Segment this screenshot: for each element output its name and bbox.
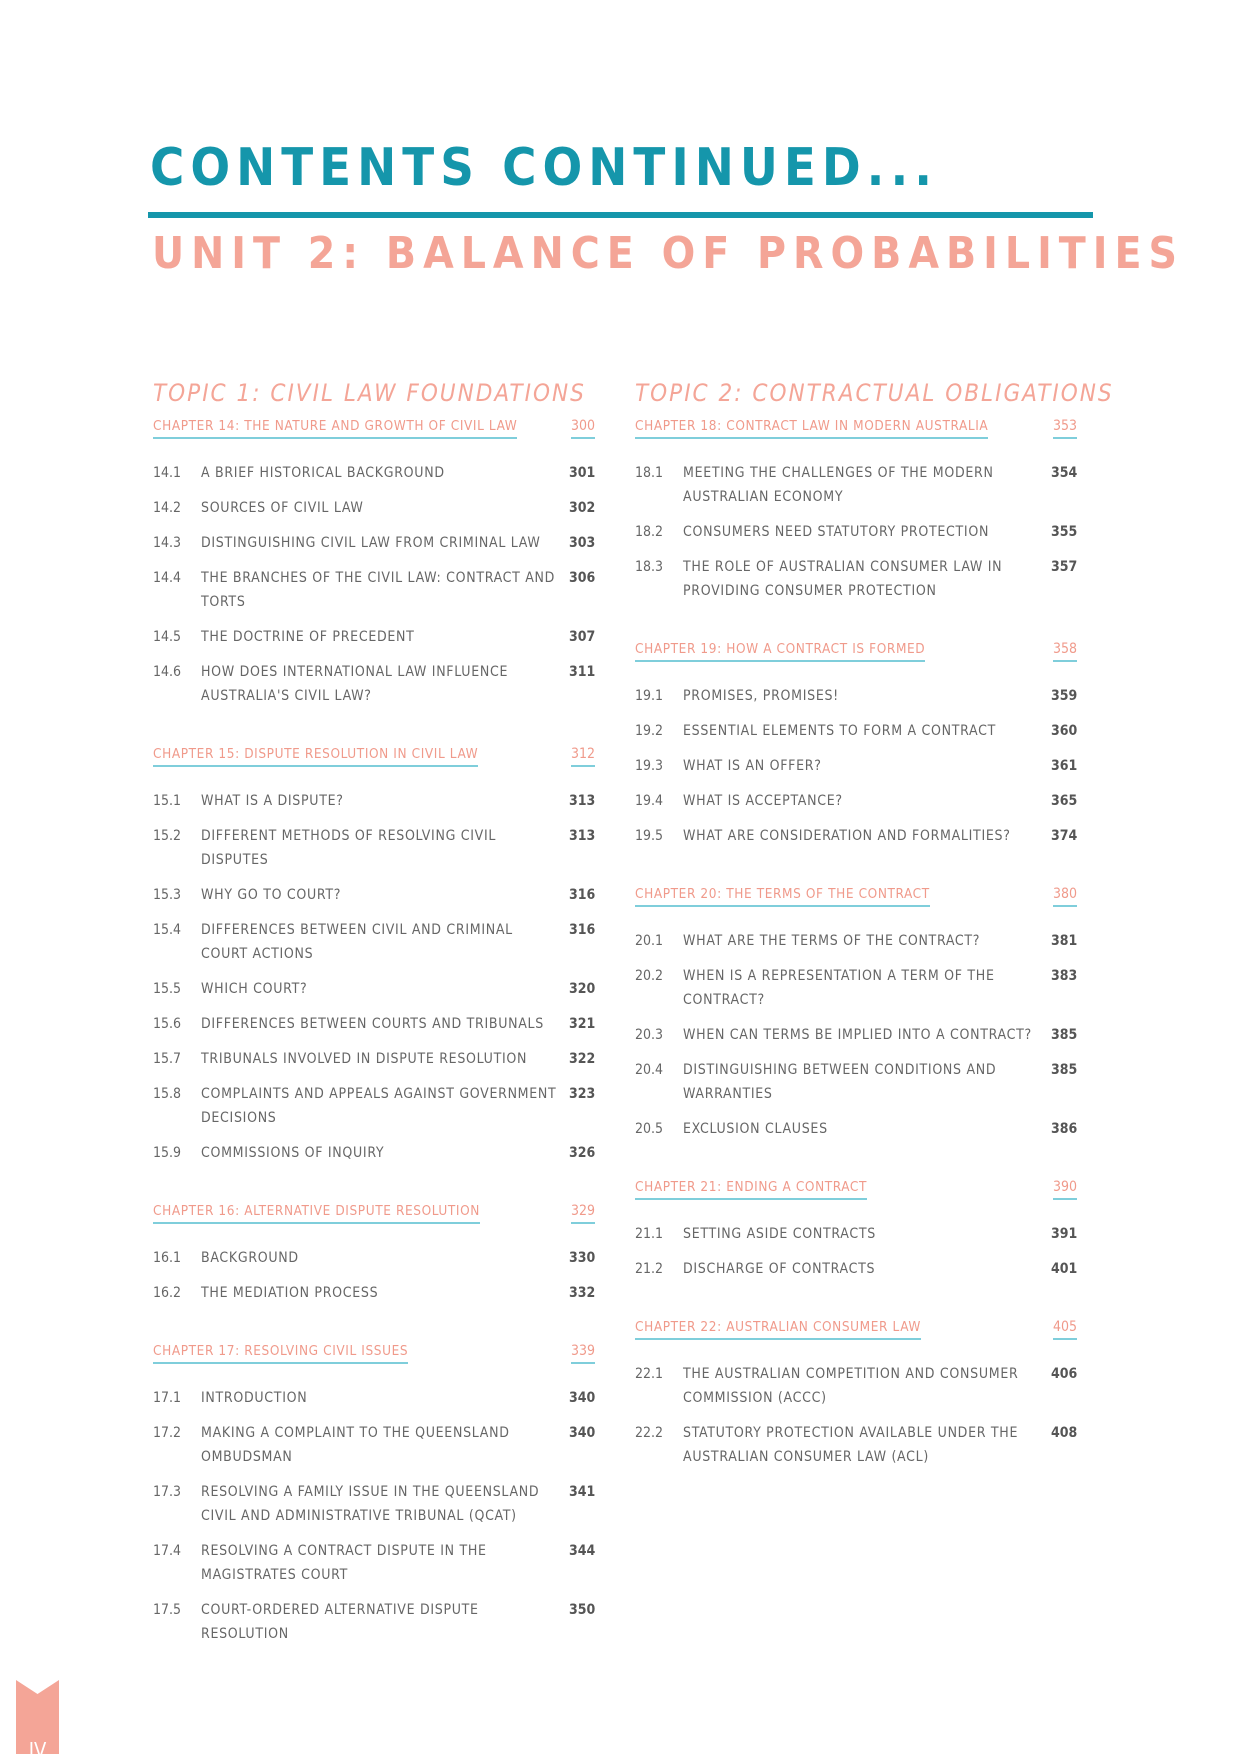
- section-page-number: 359: [1051, 688, 1078, 704]
- section-page-number: 361: [1051, 758, 1078, 774]
- section-number: 15.4: [153, 922, 182, 938]
- chapter-page-number: 339: [571, 1343, 595, 1364]
- section-title: ESSENTIAL ELEMENTS TO FORM A CONTRACT: [683, 723, 996, 739]
- section-number: 17.5: [153, 1602, 182, 1618]
- section-number: 17.2: [153, 1425, 182, 1441]
- section-row: [635, 719, 1077, 743]
- chapter-title: CHAPTER 18: CONTRACT LAW IN MODERN AUSTRALIA: [635, 418, 988, 439]
- chapter-heading: [153, 418, 595, 439]
- section-title: WHAT ARE CONSIDERATION AND FORMALITIES?: [683, 828, 1011, 844]
- section-number: 19.2: [635, 723, 664, 739]
- section-page-number: 391: [1051, 1226, 1078, 1242]
- section-number: 15.9: [153, 1145, 182, 1161]
- section-page-number: 340: [569, 1390, 596, 1406]
- chapter-page-number: 312: [571, 746, 595, 767]
- chapter-page-number: 405: [1053, 1319, 1077, 1340]
- section-page-number: 313: [569, 828, 596, 844]
- unit-title: UNIT 2: BALANCE OF PROBABILITIES: [152, 228, 1185, 279]
- section-title: WHAT IS ACCEPTANCE?: [683, 793, 843, 809]
- section-page-number: 340: [569, 1425, 596, 1441]
- chapter-block: [635, 418, 1077, 603]
- section-title: COURT-ORDERED ALTERNATIVE DISPUTE RESOLUTION: [201, 1602, 479, 1642]
- section-row: [153, 1246, 595, 1270]
- section-row: [153, 1480, 595, 1528]
- section-title: STATUTORY PROTECTION AVAILABLE UNDER THE AUSTRALIAN CONSUMER LAW (ACL): [683, 1425, 1019, 1465]
- section-number: 15.3: [153, 887, 182, 903]
- section-number: 15.2: [153, 828, 182, 844]
- section-page-number: 385: [1051, 1027, 1078, 1043]
- section-row: [153, 1539, 595, 1587]
- section-title: SOURCES OF CIVIL LAW: [201, 500, 364, 516]
- section-title: COMPLAINTS AND APPEALS AGAINST GOVERNMENT DECISIONS: [201, 1086, 557, 1126]
- section-title: DIFFERENT METHODS OF RESOLVING CIVIL DISPUTES: [201, 828, 497, 868]
- section-page-number: 307: [569, 629, 596, 645]
- section-number: 21.2: [635, 1261, 664, 1277]
- section-list: [153, 461, 595, 708]
- topic-2-column: [635, 376, 1114, 1507]
- section-page-number: 303: [569, 535, 596, 551]
- section-row: [153, 977, 595, 1001]
- section-title: DIFFERENCES BETWEEN COURTS AND TRIBUNALS: [201, 1016, 544, 1032]
- chapter-block: [153, 1343, 595, 1646]
- page-number: IV: [28, 1738, 47, 1762]
- topic-1-column: [153, 376, 595, 1684]
- section-page-number: 316: [569, 922, 596, 938]
- section-page-number: 301: [569, 465, 596, 481]
- section-page-number: 321: [569, 1016, 596, 1032]
- section-number: 19.3: [635, 758, 664, 774]
- chapter-block: [153, 746, 595, 1165]
- section-row: [153, 660, 595, 708]
- section-number: 19.4: [635, 793, 664, 809]
- chapter-block: [153, 418, 595, 708]
- section-number: 21.1: [635, 1226, 664, 1242]
- section-title: DIFFERENCES BETWEEN CIVIL AND CRIMINAL COURT ACTIONS: [201, 922, 513, 962]
- chapter-heading: [635, 1319, 1077, 1340]
- section-list: [153, 1386, 595, 1646]
- section-number: 14.4: [153, 570, 182, 586]
- section-list: [153, 789, 595, 1165]
- section-page-number: 326: [569, 1145, 596, 1161]
- section-title: COMMISSIONS OF INQUIRY: [201, 1145, 385, 1161]
- section-title: INTRODUCTION: [201, 1390, 308, 1406]
- section-row: [153, 625, 595, 649]
- section-title: WHICH COURT?: [201, 981, 308, 997]
- section-title: HOW DOES INTERNATIONAL LAW INFLUENCE AUSTRALIA'S CIVIL LAW?: [201, 664, 509, 704]
- section-row: [635, 461, 1077, 509]
- section-title: TRIBUNALS INVOLVED IN DISPUTE RESOLUTION: [201, 1051, 528, 1067]
- section-row: [153, 883, 595, 907]
- section-page-number: 302: [569, 500, 596, 516]
- section-page-number: 383: [1051, 968, 1078, 984]
- section-number: 14.3: [153, 535, 182, 551]
- section-number: 14.6: [153, 664, 182, 680]
- section-number: 19.5: [635, 828, 664, 844]
- section-title: WHAT IS AN OFFER?: [683, 758, 822, 774]
- section-row: [153, 1141, 595, 1165]
- section-row: [153, 531, 595, 555]
- section-list: [635, 1362, 1077, 1469]
- section-number: 20.4: [635, 1062, 664, 1078]
- chapter-title: CHAPTER 21: ENDING A CONTRACT: [635, 1179, 867, 1200]
- section-title: CONSUMERS NEED STATUTORY PROTECTION: [683, 524, 990, 540]
- section-row: [635, 1117, 1077, 1141]
- section-row: [635, 1222, 1077, 1246]
- section-row: [153, 1421, 595, 1469]
- section-title: THE ROLE OF AUSTRALIAN CONSUMER LAW IN PROVIDING CONSUMER PROTECTION: [683, 559, 1003, 599]
- section-number: 17.4: [153, 1543, 182, 1559]
- chapter-heading: [635, 1179, 1077, 1200]
- section-number: 15.6: [153, 1016, 182, 1032]
- section-number: 17.1: [153, 1390, 182, 1406]
- section-row: [635, 1421, 1077, 1469]
- section-page-number: 406: [1051, 1366, 1078, 1382]
- section-page-number: 332: [569, 1285, 596, 1301]
- section-title: A BRIEF HISTORICAL BACKGROUND: [201, 465, 445, 481]
- section-number: 20.5: [635, 1121, 664, 1137]
- section-list: [635, 1222, 1077, 1281]
- section-list: [153, 1246, 595, 1305]
- title-divider: [148, 212, 1093, 218]
- chapter-page-number: 353: [1053, 418, 1077, 439]
- section-page-number: 381: [1051, 933, 1078, 949]
- section-title: WHAT ARE THE TERMS OF THE CONTRACT?: [683, 933, 981, 949]
- section-number: 18.1: [635, 465, 664, 481]
- section-page-number: 322: [569, 1051, 596, 1067]
- section-number: 15.8: [153, 1086, 182, 1102]
- section-page-number: 374: [1051, 828, 1078, 844]
- section-number: 22.2: [635, 1425, 664, 1441]
- section-page-number: 386: [1051, 1121, 1078, 1137]
- topic-title: TOPIC 1: CIVIL LAW FOUNDATIONS: [153, 379, 586, 407]
- chapter-title: CHAPTER 16: ALTERNATIVE DISPUTE RESOLUTION: [153, 1203, 480, 1224]
- section-number: 16.2: [153, 1285, 182, 1301]
- section-number: 14.2: [153, 500, 182, 516]
- section-number: 18.3: [635, 559, 664, 575]
- chapter-heading: [635, 418, 1077, 439]
- section-title: EXCLUSION CLAUSES: [683, 1121, 828, 1137]
- section-row: [635, 555, 1077, 603]
- section-page-number: 401: [1051, 1261, 1078, 1277]
- section-title: THE BRANCHES OF THE CIVIL LAW: CONTRACT AND TORTS: [201, 570, 556, 610]
- chapter-title: CHAPTER 17: RESOLVING CIVIL ISSUES: [153, 1343, 408, 1364]
- chapter-title: CHAPTER 19: HOW A CONTRACT IS FORMED: [635, 641, 925, 662]
- section-number: 15.7: [153, 1051, 182, 1067]
- chapter-title: CHAPTER 20: THE TERMS OF THE CONTRACT: [635, 886, 930, 907]
- section-row: [153, 1047, 595, 1071]
- section-row: [153, 496, 595, 520]
- section-page-number: 341: [569, 1484, 596, 1500]
- section-row: [635, 1058, 1077, 1106]
- section-row: [635, 1362, 1077, 1410]
- section-list: [635, 929, 1077, 1141]
- section-number: 19.1: [635, 688, 664, 704]
- section-page-number: 357: [1051, 559, 1078, 575]
- section-page-number: 360: [1051, 723, 1078, 739]
- chapter-heading: [635, 886, 1077, 907]
- section-title: WHY GO TO COURT?: [201, 887, 342, 903]
- section-title: THE AUSTRALIAN COMPETITION AND CONSUMER COMMISSION (ACCC): [683, 1366, 1019, 1406]
- section-number: 15.1: [153, 793, 182, 809]
- chapter-block: [635, 886, 1077, 1141]
- section-page-number: 313: [569, 793, 596, 809]
- section-row: [153, 918, 595, 966]
- page-title: CONTENTS CONTINUED...: [150, 138, 938, 198]
- section-page-number: 355: [1051, 524, 1078, 540]
- chapter-heading: [153, 746, 595, 767]
- section-page-number: 354: [1051, 465, 1078, 481]
- chapter-block: [635, 641, 1077, 848]
- section-page-number: 306: [569, 570, 596, 586]
- section-row: [635, 789, 1077, 813]
- section-page-number: 320: [569, 981, 596, 997]
- section-page-number: 316: [569, 887, 596, 903]
- section-title: WHAT IS A DISPUTE?: [201, 793, 344, 809]
- section-row: [153, 1012, 595, 1036]
- section-number: 20.2: [635, 968, 664, 984]
- section-number: 17.3: [153, 1484, 182, 1500]
- chapter-block: [153, 1203, 595, 1305]
- chapter-title: CHAPTER 22: AUSTRALIAN CONSUMER LAW: [635, 1319, 921, 1340]
- section-row: [153, 1386, 595, 1410]
- chapter-block: [635, 1319, 1077, 1469]
- chapter-page-number: 300: [571, 418, 595, 439]
- section-row: [635, 684, 1077, 708]
- section-title: DISCHARGE OF CONTRACTS: [683, 1261, 876, 1277]
- section-title: MEETING THE CHALLENGES OF THE MODERN AUSTRALIAN ECONOMY: [683, 465, 994, 505]
- section-row: [635, 929, 1077, 953]
- section-row: [635, 754, 1077, 778]
- section-number: 14.1: [153, 465, 182, 481]
- section-title: WHEN IS A REPRESENTATION A TERM OF THE CONTRACT?: [683, 968, 995, 1008]
- section-title: RESOLVING A CONTRACT DISPUTE IN THE MAGISTRATES COURT: [201, 1543, 487, 1583]
- section-page-number: 350: [569, 1602, 596, 1618]
- section-page-number: 385: [1051, 1062, 1078, 1078]
- section-number: 14.5: [153, 629, 182, 645]
- section-row: [153, 461, 595, 485]
- section-list: [635, 684, 1077, 848]
- chapter-heading: [153, 1203, 595, 1224]
- section-row: [635, 520, 1077, 544]
- section-title: DISTINGUISHING CIVIL LAW FROM CRIMINAL LAW: [201, 535, 541, 551]
- section-row: [635, 824, 1077, 848]
- section-number: 18.2: [635, 524, 664, 540]
- section-list: [635, 461, 1077, 603]
- section-row: [153, 789, 595, 813]
- section-page-number: 330: [569, 1250, 596, 1266]
- section-row: [153, 566, 595, 614]
- section-title: THE MEDIATION PROCESS: [201, 1285, 379, 1301]
- section-page-number: 323: [569, 1086, 596, 1102]
- section-number: 20.1: [635, 933, 664, 949]
- chapter-heading: [635, 641, 1077, 662]
- section-title: THE DOCTRINE OF PRECEDENT: [201, 629, 415, 645]
- section-title: BACKGROUND: [201, 1250, 299, 1266]
- section-title: SETTING ASIDE CONTRACTS: [683, 1226, 876, 1242]
- section-row: [153, 824, 595, 872]
- chapter-title: CHAPTER 15: DISPUTE RESOLUTION IN CIVIL LAW: [153, 746, 478, 767]
- section-page-number: 311: [569, 664, 596, 680]
- section-row: [635, 1257, 1077, 1281]
- section-row: [635, 964, 1077, 1012]
- section-number: 16.1: [153, 1250, 182, 1266]
- section-title: DISTINGUISHING BETWEEN CONDITIONS AND WARRANTIES: [683, 1062, 997, 1102]
- section-row: [635, 1023, 1077, 1047]
- section-row: [153, 1082, 595, 1130]
- chapter-heading: [153, 1343, 595, 1364]
- section-title: MAKING A COMPLAINT TO THE QUEENSLAND OMBUDSMAN: [201, 1425, 510, 1465]
- chapter-page-number: 329: [571, 1203, 595, 1224]
- chapter-page-number: 358: [1053, 641, 1077, 662]
- section-page-number: 344: [569, 1543, 596, 1559]
- section-page-number: 408: [1051, 1425, 1078, 1441]
- chapter-title: CHAPTER 14: THE NATURE AND GROWTH OF CIVIL LAW: [153, 418, 517, 439]
- section-number: 20.3: [635, 1027, 664, 1043]
- chapter-block: [635, 1179, 1077, 1281]
- section-number: 15.5: [153, 981, 182, 997]
- section-row: [153, 1598, 595, 1646]
- chapter-page-number: 390: [1053, 1179, 1077, 1200]
- section-number: 22.1: [635, 1366, 664, 1382]
- section-title: PROMISES, PROMISES!: [683, 688, 839, 704]
- topic-title: TOPIC 2: CONTRACTUAL OBLIGATIONS: [635, 379, 1114, 407]
- section-title: WHEN CAN TERMS BE IMPLIED INTO A CONTRACT?: [683, 1027, 1032, 1043]
- chapter-page-number: 380: [1053, 886, 1077, 907]
- section-row: [153, 1281, 595, 1305]
- section-title: RESOLVING A FAMILY ISSUE IN THE QUEENSLAND CIVIL AND ADMINISTRATIVE TRIBUNAL (QCAT): [201, 1484, 540, 1524]
- section-page-number: 365: [1051, 793, 1078, 809]
